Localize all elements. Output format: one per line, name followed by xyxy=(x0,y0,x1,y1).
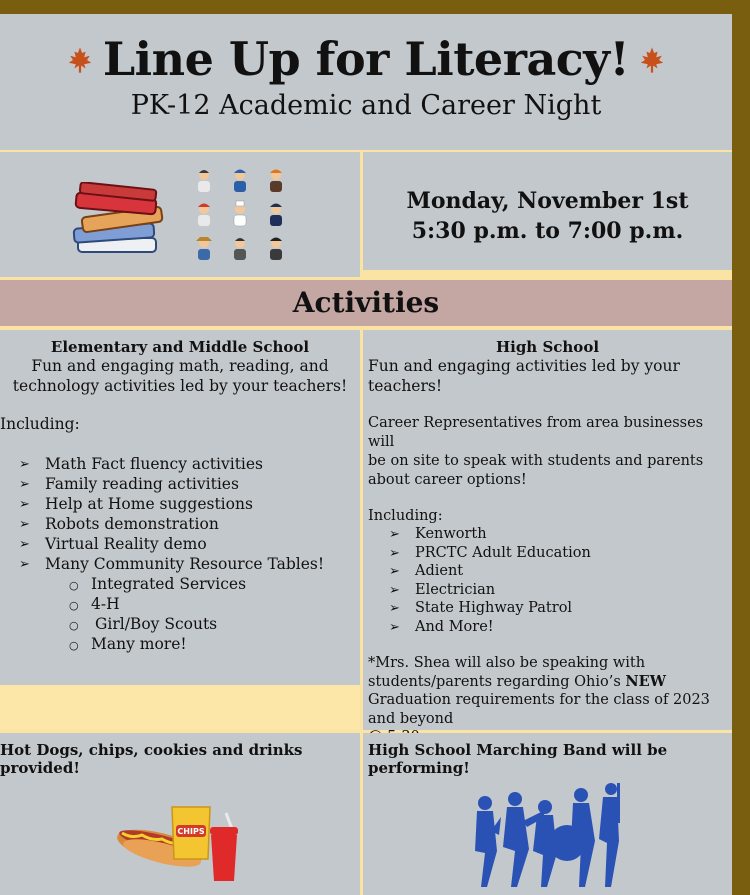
list-item: ○ Integrated Services xyxy=(91,574,360,594)
date-block xyxy=(363,152,732,270)
high-school-intro-2: teachers! xyxy=(368,377,443,395)
list-item: ➢ And More! xyxy=(415,618,732,637)
list-item: ➢ PRCTC Adult Education xyxy=(415,544,732,563)
maple-leaf-icon xyxy=(66,51,103,81)
list-item: ➢ Math Fact fluency activities xyxy=(45,454,360,474)
books-icon xyxy=(70,182,170,262)
food-line-2: provided! xyxy=(0,759,80,777)
list-item: ➢ Many Community Resource Tables! xyxy=(45,554,360,574)
right-border xyxy=(732,0,750,895)
food-line-1: Hot Dogs, chips, cookies and drinks xyxy=(0,741,303,759)
list-item: ➢ Adient xyxy=(415,562,732,581)
maple-leaf-icon xyxy=(629,51,666,81)
list-item: ➢ Family reading activities xyxy=(45,474,360,494)
page-title xyxy=(0,32,732,86)
elementary-intro-1: Fun and engaging math, reading, and xyxy=(31,357,329,375)
note-line-2-text: students/parents regarding Ohio’s xyxy=(368,673,626,690)
elementary-heading: Elementary and Middle School xyxy=(50,338,310,356)
elementary-including: Including: xyxy=(0,415,80,433)
chips-label: CHIPS xyxy=(177,827,205,836)
band-section xyxy=(363,733,732,895)
high-school-intro-1: Fun and engaging activities led by your xyxy=(368,357,680,375)
high-school-including: Including: xyxy=(368,508,443,524)
high-school-heading: High School xyxy=(495,338,600,356)
list-item: ➢ Virtual Reality demo xyxy=(45,534,360,554)
note-line-1: *Mrs. Shea will also be speaking with xyxy=(368,655,646,671)
list-item: ➢ Kenworth xyxy=(415,525,732,544)
elementary-intro-2: technology activities led by your teachers! xyxy=(12,377,348,395)
yellow-spacer xyxy=(0,685,360,730)
marching-band-icon xyxy=(471,781,621,893)
band-line-2: performing! xyxy=(368,759,470,777)
note-line-2 xyxy=(368,673,732,692)
food-section xyxy=(0,733,360,895)
note-line-3: Graduation requirements for the class of 2023 xyxy=(368,692,710,708)
career-partner-list xyxy=(415,525,732,636)
list-item: ○ Many more! xyxy=(91,634,360,654)
list-item: ➢ Electrician xyxy=(415,581,732,600)
list-item: ➢ Help at Home suggestions xyxy=(45,494,360,514)
title-text: Line Up for Literacy! xyxy=(102,32,630,86)
list-item: ➢ State Highway Patrol xyxy=(415,599,732,618)
list-item: ➢ Robots demonstration xyxy=(45,514,360,534)
career-text-1: Career Representatives from area businesses will xyxy=(368,415,704,450)
note-line-4: and beyond xyxy=(368,710,454,727)
workers-grid xyxy=(192,166,292,266)
high-school-section xyxy=(363,330,732,730)
band-line-1: High School Marching Band will be xyxy=(368,741,668,759)
list-item: ○ Girl/Boy Scouts xyxy=(91,614,360,634)
subtitle: PK-12 Academic and Career Night xyxy=(130,90,602,121)
elementary-activity-list xyxy=(45,454,360,574)
illustration-block xyxy=(0,152,360,277)
title-block xyxy=(0,14,732,150)
career-text-3: about career options! xyxy=(368,472,527,488)
activities-heading: Activities xyxy=(292,286,440,319)
new-emphasis: NEW xyxy=(625,672,666,690)
community-resource-list xyxy=(91,574,360,654)
activities-heading-bar xyxy=(0,280,732,326)
career-text-2: be on site to speak with students and parents xyxy=(368,453,704,469)
top-border xyxy=(0,0,750,14)
elementary-section xyxy=(0,330,360,685)
worker-icon xyxy=(192,166,292,266)
drink-icon xyxy=(206,811,242,883)
event-time: 5:30 p.m. to 7:00 p.m. xyxy=(411,218,684,244)
list-item: ○ 4-H xyxy=(91,594,360,614)
event-date: Monday, November 1st xyxy=(406,188,689,214)
